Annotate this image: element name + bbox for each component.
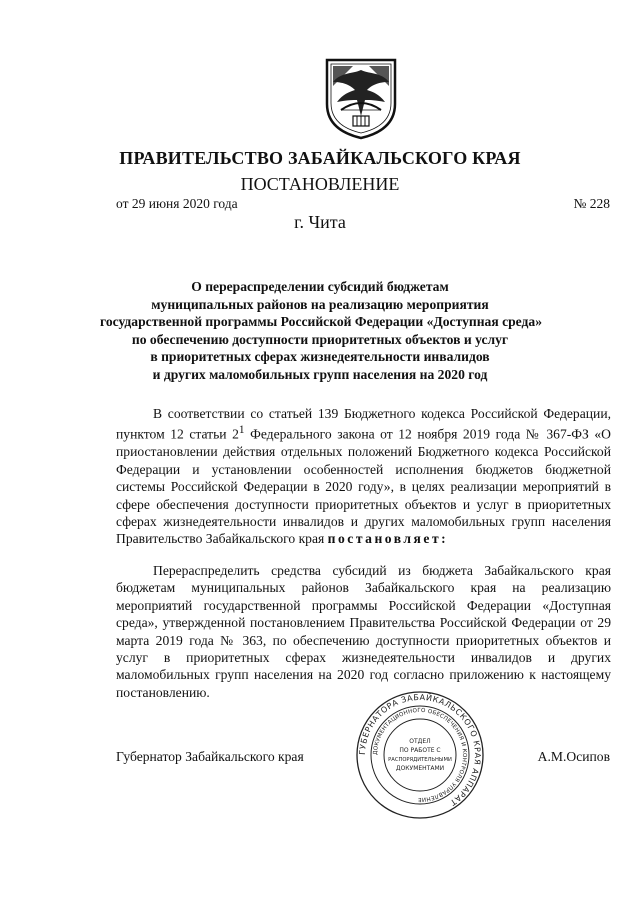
document-heading	[100, 278, 540, 383]
document-number: № 228	[573, 196, 610, 211]
decree-word: постановляет:	[327, 531, 449, 547]
svg-text:ДОКУМЕНТАЦИОННОГО ОБЕСПЕЧЕНИЯ	[373, 708, 467, 802]
signatory-name: А.М.Осипов	[537, 749, 610, 764]
stamp-outer-text: ГУБЕРНАТОРА ЗАБАЙКАЛЬСКОГО КРАЯ АППАРАТ	[357, 692, 483, 808]
stamp-center-line: РАСПОРЯДИТЕЛЬНЫМИ	[388, 757, 452, 763]
heading-line: государственной программы Российской Федерации «Доступная среда»	[100, 314, 542, 329]
preamble-text-start: В соответствии со статьей 139 Бюджетного кодекса Российской Федерации, пунктом 12 статьи 2	[116, 406, 611, 442]
signatory-position: Губернатор Забайкальского края	[116, 749, 304, 764]
stamp-center-line: ПО РАБОТЕ С	[399, 747, 441, 754]
stamp-center-line: ОТДЕЛ	[409, 738, 431, 745]
preamble-text-end: Федерального закона от 12 ноября 2019 года № 367-ФЗ «О приостановлении действия отдельных положений Бюджетного кодекса Российской Федерации и установлении особенностей исполнения бюджетов бюджетной системы Российской Федерации в 2020 году», в целях реализации мероприятий в сфере обеспечения доступности приоритетных объектов и услуг в приоритетных сферах жизнедеятельности инвалидов и других маломобильных групп населения Правительство Забайкальского края	[116, 426, 611, 547]
document-type: ПОСТАНОВЛЕНИЕ	[240, 174, 400, 194]
document-city: г. Чита	[294, 212, 346, 232]
preamble-paragraph	[116, 405, 611, 548]
document-date: от 29 июня 2020 года	[116, 196, 238, 211]
heading-line: О перераспределении субсидий бюджетам	[191, 279, 449, 294]
heading-line: в приоритетных сферах жизнедеятельности инвалидов	[150, 349, 490, 364]
heading-line: по обеспечению доступности приоритетных объектов и услуг	[131, 331, 509, 347]
heading-line: муниципальных районов на реализацию мероприятия	[151, 296, 489, 312]
heading-line: и других маломобильных групп населения на 2020 год	[152, 366, 488, 382]
article-superscript: 1	[238, 424, 245, 437]
official-stamp	[355, 690, 485, 820]
resolution-paragraph: Перераспределить средства субсидий из бюджета Забайкальского края бюджетам муниципальных районов Забайкальского края на реализацию мероприятий государственной программы Российской Федерации «Доступная среда», утвержденной постановлением Правительства Российской Федерации от 29 марта 2019 года № 363, по обеспечению доступности приоритетных объектов и услуг в приоритетных сферах жизнедеятельности инвалидов и других маломобильных групп населения на 2020 год согласно приложению к настоящему постановлению.	[116, 563, 611, 700]
stamp-middle-text: ДОКУМЕНТАЦИОННОГО ОБЕСПЕЧЕНИЯ И КОНТРОЛЯ УПРАВЛЕНИЕ	[372, 707, 468, 803]
government-title: ПРАВИТЕЛЬСТВО ЗАБАЙКАЛЬСКОГО КРАЯ	[119, 148, 521, 168]
coat-of-arms-emblem	[323, 56, 399, 140]
stamp-center-line: ДОКУМЕНТАМИ	[395, 765, 445, 772]
